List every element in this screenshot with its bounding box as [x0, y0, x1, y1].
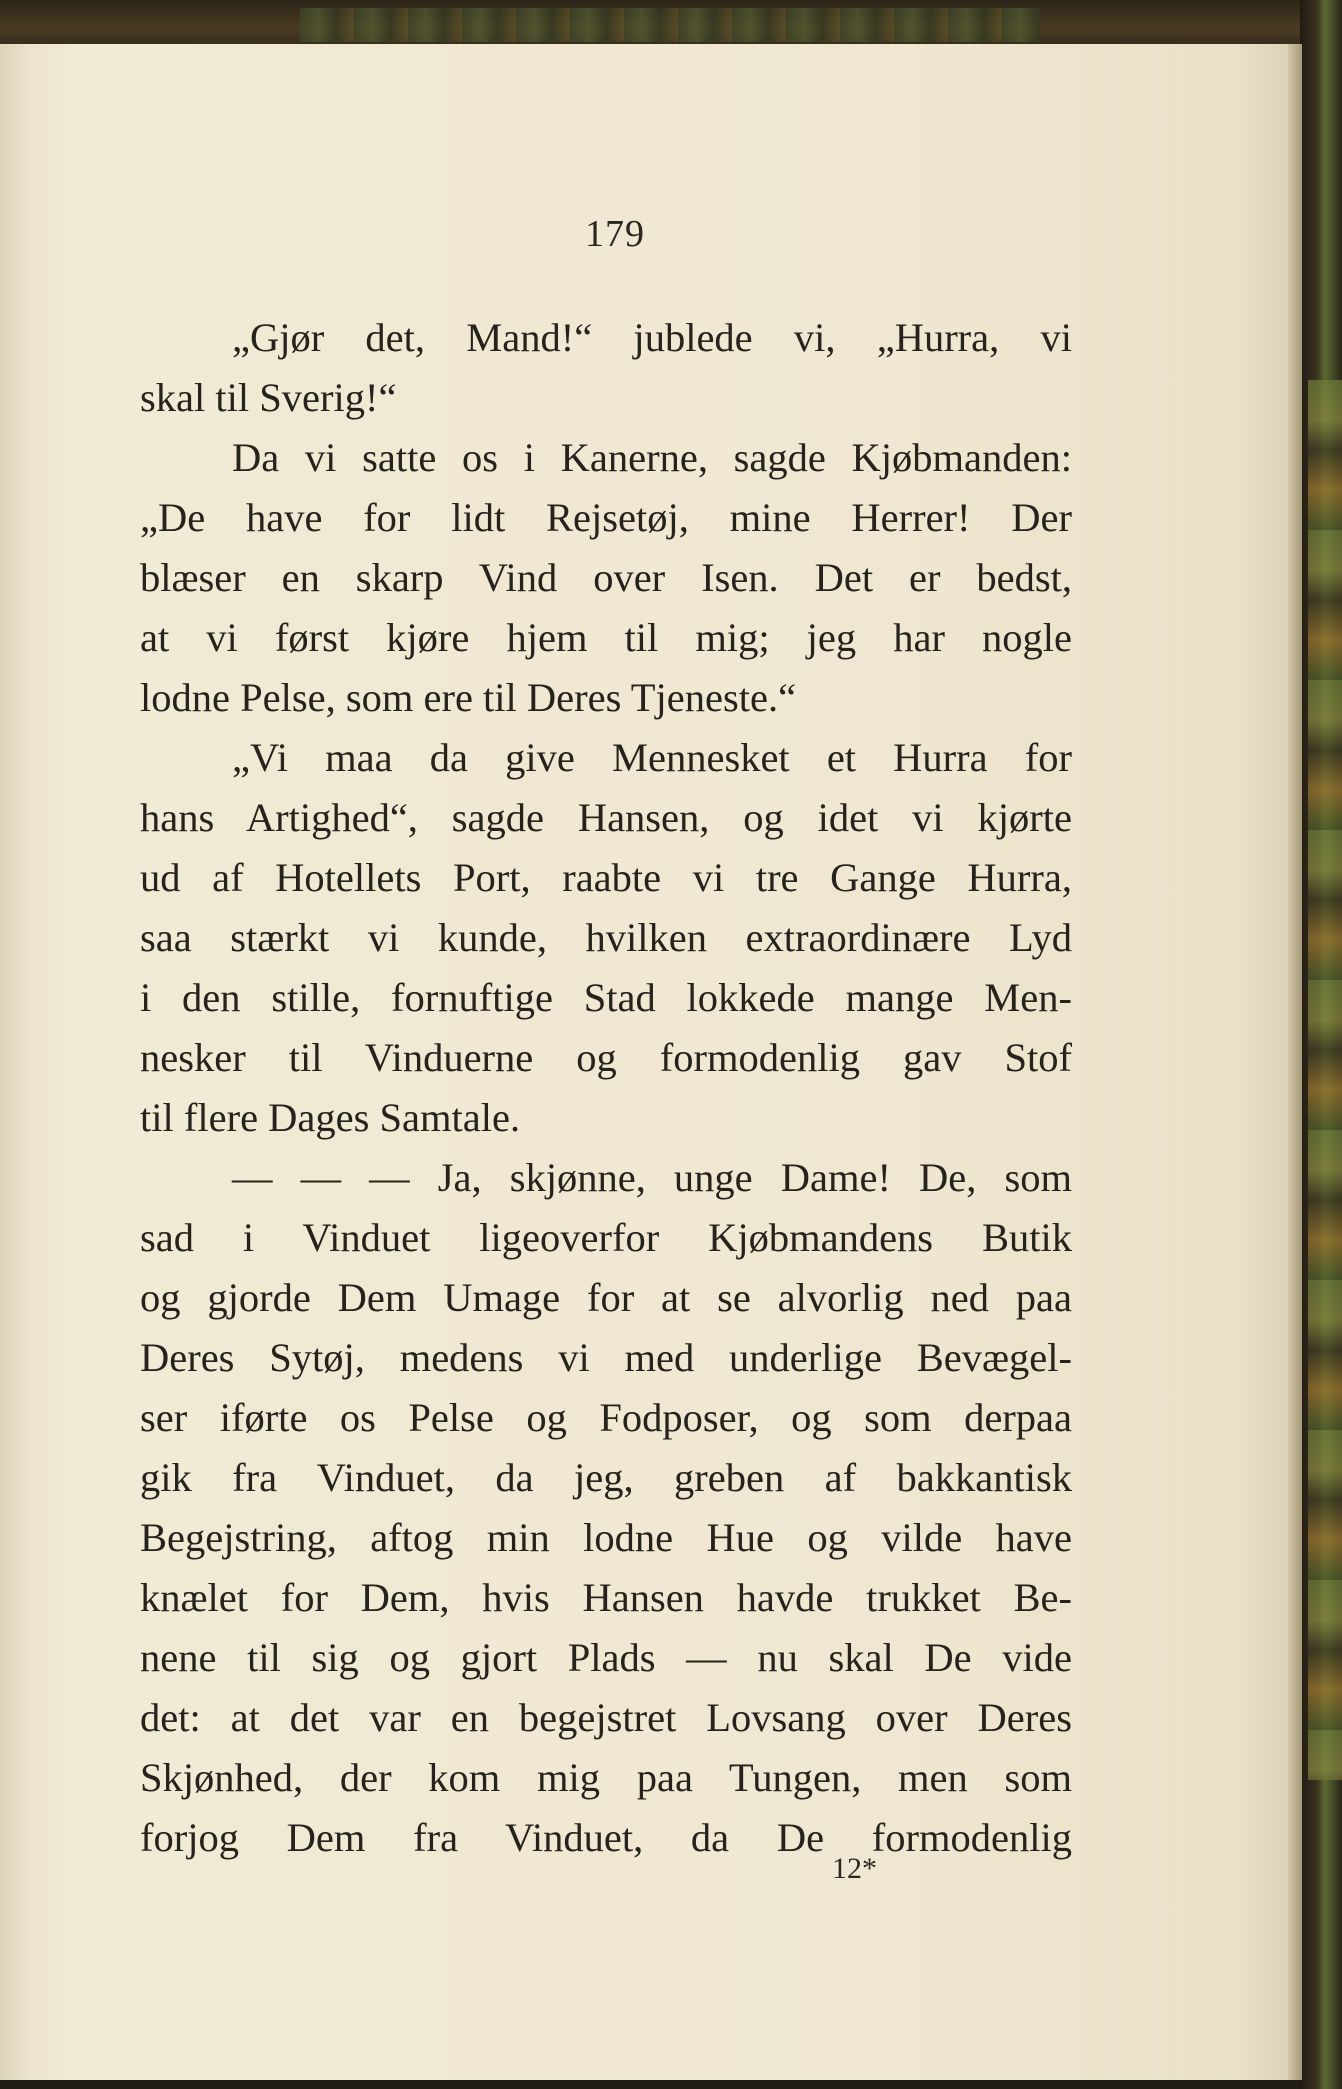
text-line: „De have for lidt Rejsetøj, mine Herrer! Der: [140, 495, 1072, 540]
signature-mark: 12*: [832, 1852, 877, 1885]
text-line: saa stærkt vi kunde, hvilken extraordinære Lyd: [140, 915, 1072, 960]
page-edge-shadow: [1288, 44, 1302, 2080]
text-line: ud af Hotellets Port, raabte vi tre Gange Hurra,: [140, 855, 1072, 900]
text-line: Begejstring, aftog min lodne Hue og vilde have: [140, 1515, 1072, 1560]
text-line: „Gjør det, Mand!“ jublede vi, „Hurra, vi: [232, 315, 1072, 360]
text-line: det: at det var en begejstret Lovsang over Deres: [140, 1695, 1072, 1740]
text-line: Deres Sytøj, medens vi med underlige Bevægel-: [140, 1335, 1072, 1380]
text-line: „Vi maa da give Mennesket et Hurra for: [232, 735, 1072, 780]
text-line: hans Artighed“, sagde Hansen, og idet vi kjørte: [140, 795, 1072, 840]
text-line: Skjønhed, der kom mig paa Tungen, men som: [140, 1755, 1072, 1800]
text-line: og gjorde Dem Umage for at se alvorlig ned paa: [140, 1275, 1072, 1320]
text-line: knælet for Dem, hvis Hansen havde trukket Be-: [140, 1575, 1072, 1620]
marbled-cover-pattern: [300, 8, 1040, 42]
text-line: Da vi satte os i Kanerne, sagde Kjøbmanden:: [232, 435, 1072, 480]
text-line: lodne Pelse, som ere til Deres Tjeneste.“: [140, 675, 797, 720]
text-line: gik fra Vinduet, da jeg, greben af bakkantisk: [140, 1455, 1072, 1500]
text-line: ser iførte os Pelse og Fodposer, og som derpaa: [140, 1395, 1072, 1440]
page-number: 179: [585, 213, 645, 255]
text-line: nene til sig og gjort Plads — nu skal De vide: [140, 1635, 1072, 1680]
text-line: til flere Dages Samtale.: [140, 1095, 521, 1140]
text-line: at vi først kjøre hjem til mig; jeg har nogle: [140, 615, 1072, 660]
text-line: forjog Dem fra Vinduet, da De formodenlig: [140, 1815, 1072, 1860]
text-line: nesker til Vinduerne og formodenlig gav Stof: [140, 1035, 1072, 1080]
text-line: sad i Vinduet ligeoverfor Kjøbmandens Butik: [140, 1215, 1072, 1260]
text-line: i den stille, fornuftige Stad lokkede mange Men-: [140, 975, 1072, 1020]
text-line: — — — Ja, skjønne, unge Dame! De, som: [232, 1155, 1072, 1200]
text-line: blæser en skarp Vind over Isen. Det er bedst,: [140, 555, 1072, 600]
body-text: [140, 308, 1072, 1868]
text-line: skal til Sverig!“: [140, 375, 397, 420]
marbled-edge-pattern: [1308, 380, 1342, 1780]
